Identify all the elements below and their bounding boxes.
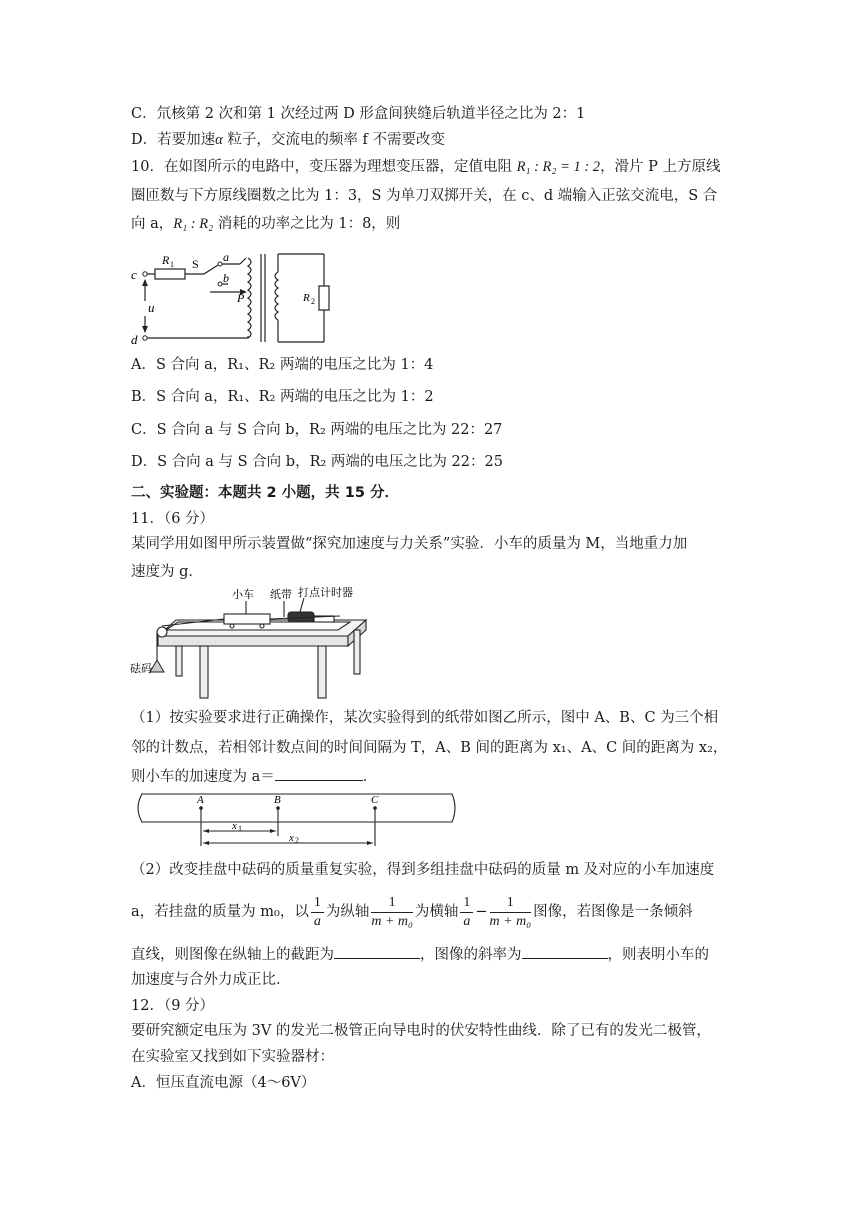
- q10-power-ratio: R₁ : R₂: [173, 216, 214, 232]
- weight-label: 砝码: [130, 663, 152, 675]
- q11-part2-text-a: a，若挂盘的质量为 m₀，以: [131, 904, 309, 920]
- distance-x1-label: x: [232, 820, 237, 832]
- frac-num: 1: [490, 894, 532, 913]
- terminal-d-label: d: [131, 332, 138, 347]
- paper-tape-figure: [128, 788, 462, 850]
- transformer-circuit-diagram: [128, 246, 338, 350]
- q10-option-a: A．S 合向 a，R₁、R₂ 两端的电压之比为 1：4: [131, 357, 434, 373]
- frac-den: a: [463, 913, 471, 929]
- q9-option-d: [131, 130, 445, 150]
- q9-option-d-pre: D．若要加速: [131, 132, 216, 148]
- q10-line3-b: 消耗的功率之比为 1：8，则: [213, 216, 401, 232]
- switch-s-label: S: [192, 257, 199, 271]
- q11-part2-text-b: 为纵轴: [325, 904, 370, 920]
- q11-part2-line4: 加速度与合外力成正比．: [131, 972, 291, 988]
- q11-part2-line3: [131, 944, 709, 965]
- q9-option-d-post: 粒子，交流电的频率 f 不需要改变: [222, 132, 445, 148]
- q12-line2: 在实验室又找到如下实验器材：: [131, 1049, 334, 1065]
- q11-line1: 某同学用如图甲所示装置做“探究加速度与力关系”实验．小车的质量为 M，当地重力加: [131, 536, 688, 552]
- q11-part2-line2: [131, 888, 693, 936]
- minus-sign: −: [475, 904, 488, 920]
- q12-option-a: A．恒压直流电源（4～6V）: [131, 1075, 316, 1091]
- q11-part2-text-d: 图像，若图像是一条倾斜: [533, 904, 693, 920]
- distance-x1-subscript: 1: [238, 824, 242, 833]
- r2-label: R: [303, 292, 310, 304]
- contact-b-label: b: [223, 271, 229, 285]
- apparatus-figure: [128, 586, 368, 700]
- fraction-1-over-a-2: [460, 894, 473, 931]
- answer-blank-slope[interactable]: [522, 944, 608, 959]
- section-2-title: 二、实验题：本题共 2 小题，共 15 分．: [131, 485, 399, 501]
- fraction-1-over-m-plus-m0: [371, 894, 413, 931]
- q10-option-b: B．S 合向 a，R₁、R₂ 两端的电压之比为 1：2: [131, 389, 434, 405]
- q9-option-c: C．氘核第 2 次和第 1 次经过两 D 形盒间狭缝后轨道半径之比为 2：1: [131, 106, 586, 122]
- terminal-c-label: c: [131, 267, 137, 282]
- q11-part2-line1: （2）改变挂盘中砝码的质量重复实验，得到多组挂盘中砝码的质量 m 及对应的小车加速度: [131, 862, 715, 878]
- voltage-u-label: u: [148, 300, 155, 315]
- q10-line1-a: 10．在如图所示的电路中，变压器为理想变压器，定值电阻: [131, 159, 517, 175]
- fraction-1-over-m-plus-m0-2: [490, 894, 532, 931]
- slider-p-label: P: [237, 291, 245, 305]
- contact-a-label: a: [223, 250, 229, 264]
- q10-line1: [131, 157, 721, 177]
- q11-part1-line3-text: 则小车的加速度为 a＝: [131, 769, 275, 785]
- frac-num: 1: [371, 894, 413, 913]
- frac-den: m + m₀: [371, 913, 413, 929]
- q10-resistor-ratio: R₁ : R₂ = 1 : 2: [516, 159, 601, 175]
- q11-line2: 速度为 g．: [131, 564, 203, 580]
- q11-part1-line1: （1）按实验要求进行正确操作，某次实验得到的纸带如图乙所示，图中 A、B、C 为三个相: [131, 710, 719, 726]
- q11-header: 11．（6 分）: [131, 511, 215, 527]
- frac-num: 1: [460, 894, 473, 913]
- r1-label: R: [162, 253, 170, 267]
- q12-header: 12．（9 分）: [131, 998, 215, 1014]
- q12-line1: 要研究额定电压为 3V 的发光二极管正向导电时的伏安特性曲线．除了已有的发光二极管，: [131, 1023, 711, 1039]
- distance-x2-label: x: [289, 832, 294, 844]
- q11-part2-text-c: 为横轴: [414, 904, 459, 920]
- answer-blank-intercept[interactable]: [334, 944, 420, 959]
- timer-label: 打点计时器: [298, 587, 353, 599]
- distance-x2-subscript: 2: [295, 836, 299, 845]
- car-label: 小车: [232, 589, 254, 601]
- point-b-label: B: [274, 794, 281, 806]
- frac-den: m + m₀: [489, 913, 532, 929]
- q10-line3: [131, 214, 400, 234]
- q10-line3-a: 向 a，: [131, 216, 174, 232]
- point-c-label: C: [371, 794, 379, 806]
- q11-part2-line3-a: 直线，则图像在纵轴上的截距为: [131, 947, 334, 963]
- frac-num: 1: [311, 894, 324, 913]
- point-a-label: A: [197, 794, 204, 806]
- r1-subscript: 1: [170, 260, 174, 269]
- q11-part2-line3-b: ，图像的斜率为: [420, 947, 522, 963]
- q11-part2-line3-c: ，则表明小车的: [607, 947, 709, 963]
- tape-label: 纸带: [270, 589, 292, 601]
- q10-line1-b: ，滑片 P 上方原线: [600, 159, 721, 175]
- r2-subscript: 2: [311, 297, 315, 306]
- q11-part1-line3: 则小车的加速度为 a＝ ．: [131, 766, 377, 787]
- q10-option-c: C．S 合向 a 与 S 合向 b，R₂ 两端的电压之比为 22：27: [131, 422, 503, 438]
- answer-blank-acceleration[interactable]: [275, 766, 363, 781]
- fraction-1-over-a: [311, 894, 324, 931]
- frac-den: a: [313, 913, 321, 929]
- q10-option-d: D．S 合向 a 与 S 合向 b，R₂ 两端的电压之比为 22：25: [131, 454, 503, 470]
- q11-part1-line2: 邻的计数点，若相邻计数点间的时间间隔为 T，A、B 间的距离为 x₁、A、C 间的距离为 x₂，: [131, 740, 728, 756]
- alpha-symbol: α: [215, 132, 223, 148]
- q10-line2: 圈匝数与下方原线圈数之比为 1：3，S 为单刀双掷开关，在 c、d 端输入正弦交流电，S 合: [131, 188, 718, 204]
